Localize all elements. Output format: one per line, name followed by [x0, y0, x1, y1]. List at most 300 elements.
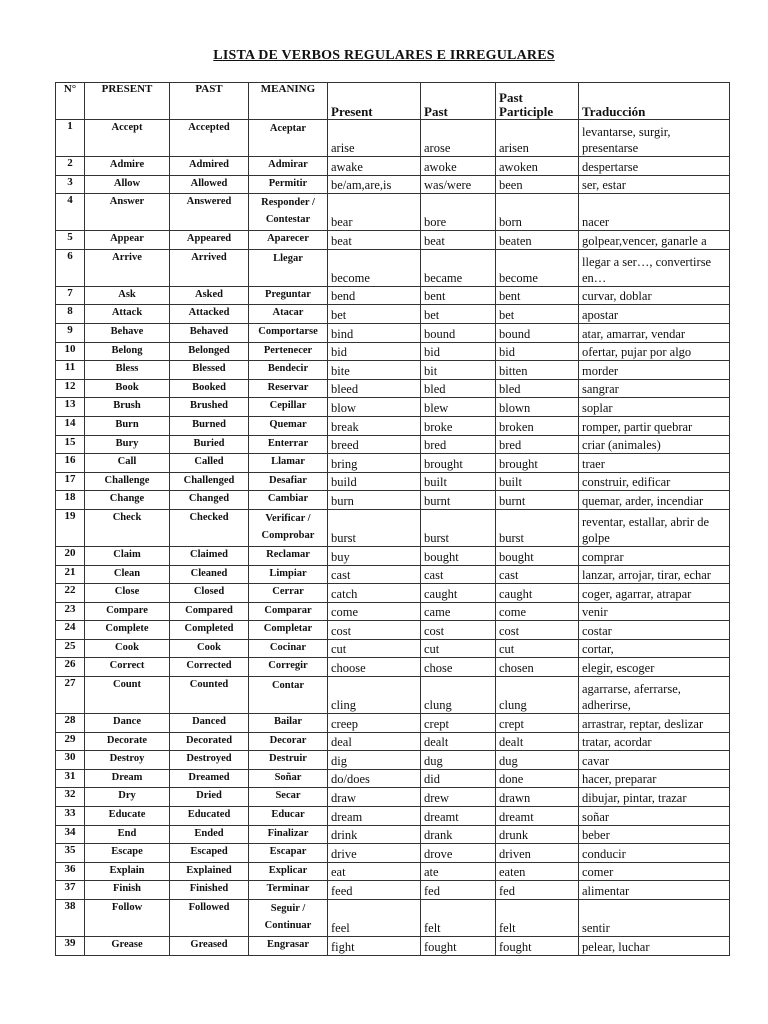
cell-meaning: Bailar	[249, 714, 328, 733]
cell-irregular-past-participle: built	[496, 472, 579, 491]
cell-number: 17	[56, 472, 85, 491]
cell-translation: elegir, escoger	[579, 658, 730, 677]
table-row	[56, 175, 730, 194]
cell-regular-past: Followed	[170, 900, 249, 937]
cell-meaning: Explicar	[249, 862, 328, 881]
cell-irregular-present: bid	[328, 342, 421, 361]
cell-regular-past: Brushed	[170, 398, 249, 417]
table-row	[56, 844, 730, 863]
cell-irregular-present: fight	[328, 937, 421, 956]
cell-regular-present: Attack	[85, 305, 170, 324]
cell-meaning: Responder / Contestar	[249, 194, 328, 231]
cell-irregular-present: bet	[328, 305, 421, 324]
cell-irregular-present: bite	[328, 361, 421, 380]
cell-irregular-past-participle: dreamt	[496, 807, 579, 826]
cell-irregular-present: drink	[328, 825, 421, 844]
cell-meaning: Educar	[249, 807, 328, 826]
cell-irregular-past-participle: burnt	[496, 491, 579, 510]
cell-irregular-past-participle: dug	[496, 751, 579, 770]
table-row	[56, 546, 730, 565]
cell-irregular-past-participle: come	[496, 602, 579, 621]
cell-irregular-past-participle: bent	[496, 286, 579, 305]
cell-translation: criar (animales)	[579, 435, 730, 454]
cell-number: 36	[56, 862, 85, 881]
cell-translation: costar	[579, 621, 730, 640]
cell-irregular-past-participle: cost	[496, 621, 579, 640]
cell-irregular-present: choose	[328, 658, 421, 677]
cell-translation: despertarse	[579, 157, 730, 176]
cell-meaning: Llegar	[249, 249, 328, 286]
cell-number: 35	[56, 844, 85, 863]
table-row	[56, 584, 730, 603]
cell-translation: agarrarse, aferrarse, adherirse,	[579, 677, 730, 714]
cell-irregular-past-participle: eaten	[496, 862, 579, 881]
cell-number: 29	[56, 732, 85, 751]
cell-regular-past: Admired	[170, 157, 249, 176]
cell-irregular-present: cut	[328, 639, 421, 658]
cell-translation: pelear, luchar	[579, 937, 730, 956]
table-row	[56, 379, 730, 398]
cell-irregular-past: drank	[421, 825, 496, 844]
cell-regular-past: Decorated	[170, 732, 249, 751]
cell-irregular-past-participle: crept	[496, 714, 579, 733]
table-row	[56, 751, 730, 770]
cell-meaning: Llamar	[249, 454, 328, 473]
cell-number: 31	[56, 769, 85, 788]
cell-regular-present: Appear	[85, 231, 170, 250]
cell-irregular-present: awake	[328, 157, 421, 176]
table-row	[56, 454, 730, 473]
cell-number: 26	[56, 658, 85, 677]
cell-meaning: Quemar	[249, 416, 328, 435]
cell-translation: conducir	[579, 844, 730, 863]
cell-regular-past: Closed	[170, 584, 249, 603]
cell-irregular-past-participle: dealt	[496, 732, 579, 751]
cell-meaning: Contar	[249, 677, 328, 714]
cell-number: 11	[56, 361, 85, 380]
cell-irregular-past: cut	[421, 639, 496, 658]
cell-number: 32	[56, 788, 85, 807]
cell-regular-present: Bury	[85, 435, 170, 454]
cell-regular-present: Close	[85, 584, 170, 603]
cell-regular-present: Change	[85, 491, 170, 510]
cell-number: 10	[56, 342, 85, 361]
cell-translation: sangrar	[579, 379, 730, 398]
cell-number: 27	[56, 677, 85, 714]
table-row	[56, 509, 730, 546]
cell-regular-past: Dreamed	[170, 769, 249, 788]
cell-irregular-present: do/does	[328, 769, 421, 788]
cell-regular-present: Dance	[85, 714, 170, 733]
cell-meaning: Escapar	[249, 844, 328, 863]
cell-translation: reventar, estallar, abrir de golpe	[579, 509, 730, 546]
cell-irregular-present: burn	[328, 491, 421, 510]
cell-irregular-past: burst	[421, 509, 496, 546]
cell-regular-present: Brush	[85, 398, 170, 417]
cell-irregular-past: bent	[421, 286, 496, 305]
cell-irregular-past: bled	[421, 379, 496, 398]
table-header-row	[56, 83, 730, 120]
cell-irregular-past-participle: bought	[496, 546, 579, 565]
table-row	[56, 361, 730, 380]
cell-irregular-present: catch	[328, 584, 421, 603]
cell-meaning: Aceptar	[249, 120, 328, 157]
table-row	[56, 862, 730, 881]
table-row	[56, 732, 730, 751]
cell-irregular-past-participle: done	[496, 769, 579, 788]
cell-number: 12	[56, 379, 85, 398]
table-row	[56, 937, 730, 956]
cell-meaning: Engrasar	[249, 937, 328, 956]
cell-irregular-past-participle: caught	[496, 584, 579, 603]
cell-regular-past: Checked	[170, 509, 249, 546]
cell-regular-past: Cleaned	[170, 565, 249, 584]
cell-irregular-past-participle: beaten	[496, 231, 579, 250]
cell-translation: quemar, arder, incendiar	[579, 491, 730, 510]
cell-translation: lanzar, arrojar, tirar, echar	[579, 565, 730, 584]
cell-irregular-past-participle: felt	[496, 900, 579, 937]
cell-meaning: Finalizar	[249, 825, 328, 844]
cell-regular-present: Accept	[85, 120, 170, 157]
cell-irregular-past-participle: bitten	[496, 361, 579, 380]
table-row	[56, 286, 730, 305]
cell-irregular-past-participle: brought	[496, 454, 579, 473]
cell-irregular-past: bore	[421, 194, 496, 231]
cell-irregular-present: dream	[328, 807, 421, 826]
cell-irregular-past: beat	[421, 231, 496, 250]
cell-irregular-past-participle: bound	[496, 323, 579, 342]
cell-regular-present: Claim	[85, 546, 170, 565]
cell-irregular-past: fed	[421, 881, 496, 900]
cell-number: 38	[56, 900, 85, 937]
cell-regular-present: Arrive	[85, 249, 170, 286]
table-row	[56, 881, 730, 900]
cell-regular-past: Blessed	[170, 361, 249, 380]
cell-irregular-past-participle: cut	[496, 639, 579, 658]
cell-regular-present: Admire	[85, 157, 170, 176]
cell-meaning: Secar	[249, 788, 328, 807]
table-row	[56, 157, 730, 176]
cell-irregular-past: dug	[421, 751, 496, 770]
cell-number: 15	[56, 435, 85, 454]
table-row	[56, 639, 730, 658]
cell-irregular-past: felt	[421, 900, 496, 937]
cell-regular-past: Cook	[170, 639, 249, 658]
cell-regular-past: Explained	[170, 862, 249, 881]
cell-irregular-present: bend	[328, 286, 421, 305]
cell-irregular-present: bleed	[328, 379, 421, 398]
cell-irregular-present: drive	[328, 844, 421, 863]
cell-number: 19	[56, 509, 85, 546]
cell-regular-past: Danced	[170, 714, 249, 733]
cell-irregular-past: bid	[421, 342, 496, 361]
cell-translation: sentir	[579, 900, 730, 937]
verbs-table	[55, 82, 730, 956]
cell-regular-past: Educated	[170, 807, 249, 826]
cell-regular-present: Clean	[85, 565, 170, 584]
table-row	[56, 807, 730, 826]
cell-meaning: Decorar	[249, 732, 328, 751]
cell-irregular-past: ate	[421, 862, 496, 881]
cell-irregular-past-participle: been	[496, 175, 579, 194]
header-translation: Traducción	[579, 83, 730, 120]
cell-translation: golpear,vencer, ganarle a	[579, 231, 730, 250]
cell-regular-past: Attacked	[170, 305, 249, 324]
cell-regular-past: Behaved	[170, 323, 249, 342]
cell-regular-past: Challenged	[170, 472, 249, 491]
cell-irregular-past-participle: bled	[496, 379, 579, 398]
cell-regular-present: Behave	[85, 323, 170, 342]
cell-irregular-past-participle: bid	[496, 342, 579, 361]
cell-meaning: Atacar	[249, 305, 328, 324]
cell-regular-present: Call	[85, 454, 170, 473]
cell-irregular-past-participle: cast	[496, 565, 579, 584]
cell-irregular-past-participle: blown	[496, 398, 579, 417]
cell-translation: soplar	[579, 398, 730, 417]
cell-meaning: Completar	[249, 621, 328, 640]
cell-irregular-past: drove	[421, 844, 496, 863]
cell-translation: arrastrar, reptar, deslizar	[579, 714, 730, 733]
cell-irregular-past: burnt	[421, 491, 496, 510]
cell-irregular-present: come	[328, 602, 421, 621]
cell-irregular-past: chose	[421, 658, 496, 677]
cell-irregular-present: break	[328, 416, 421, 435]
cell-irregular-past: bit	[421, 361, 496, 380]
cell-irregular-present: feed	[328, 881, 421, 900]
cell-number: 21	[56, 565, 85, 584]
cell-irregular-past-participle: broken	[496, 416, 579, 435]
cell-regular-past: Buried	[170, 435, 249, 454]
cell-translation: traer	[579, 454, 730, 473]
cell-translation: curvar, doblar	[579, 286, 730, 305]
cell-regular-present: Finish	[85, 881, 170, 900]
cell-regular-present: Challenge	[85, 472, 170, 491]
cell-regular-present: Count	[85, 677, 170, 714]
cell-regular-past: Arrived	[170, 249, 249, 286]
table-row	[56, 900, 730, 937]
table-row	[56, 120, 730, 157]
cell-number: 20	[56, 546, 85, 565]
cell-regular-present: Check	[85, 509, 170, 546]
table-row	[56, 472, 730, 491]
cell-translation: soñar	[579, 807, 730, 826]
cell-regular-past: Claimed	[170, 546, 249, 565]
cell-irregular-past: broke	[421, 416, 496, 435]
cell-translation: comer	[579, 862, 730, 881]
cell-regular-present: Dream	[85, 769, 170, 788]
header-past: PAST	[170, 83, 249, 120]
table-row	[56, 788, 730, 807]
table-row	[56, 714, 730, 733]
cell-number: 2	[56, 157, 85, 176]
table-row	[56, 825, 730, 844]
cell-translation: morder	[579, 361, 730, 380]
cell-irregular-present: bind	[328, 323, 421, 342]
cell-regular-past: Compared	[170, 602, 249, 621]
table-row	[56, 249, 730, 286]
table-row	[56, 621, 730, 640]
cell-regular-past: Allowed	[170, 175, 249, 194]
cell-irregular-past-participle: bred	[496, 435, 579, 454]
cell-irregular-past: was/were	[421, 175, 496, 194]
cell-irregular-present: become	[328, 249, 421, 286]
cell-number: 25	[56, 639, 85, 658]
header-irregular-past: Past	[421, 83, 496, 120]
cell-translation: ofertar, pujar por algo	[579, 342, 730, 361]
cell-regular-present: Educate	[85, 807, 170, 826]
cell-number: 6	[56, 249, 85, 286]
cell-regular-past: Booked	[170, 379, 249, 398]
cell-irregular-past: blew	[421, 398, 496, 417]
cell-regular-present: Compare	[85, 602, 170, 621]
cell-irregular-past: became	[421, 249, 496, 286]
cell-number: 16	[56, 454, 85, 473]
cell-meaning: Seguir / Continuar	[249, 900, 328, 937]
cell-translation: construir, edificar	[579, 472, 730, 491]
cell-irregular-past-participle: born	[496, 194, 579, 231]
cell-irregular-past: bought	[421, 546, 496, 565]
cell-number: 3	[56, 175, 85, 194]
cell-regular-present: Belong	[85, 342, 170, 361]
cell-translation: cavar	[579, 751, 730, 770]
cell-irregular-past-participle: fought	[496, 937, 579, 956]
cell-irregular-past: dreamt	[421, 807, 496, 826]
cell-regular-past: Ended	[170, 825, 249, 844]
table-row	[56, 398, 730, 417]
cell-irregular-past: clung	[421, 677, 496, 714]
cell-irregular-past: brought	[421, 454, 496, 473]
cell-regular-past: Counted	[170, 677, 249, 714]
cell-translation: beber	[579, 825, 730, 844]
cell-regular-present: End	[85, 825, 170, 844]
cell-number: 14	[56, 416, 85, 435]
cell-number: 9	[56, 323, 85, 342]
cell-regular-present: Decorate	[85, 732, 170, 751]
cell-number: 33	[56, 807, 85, 826]
cell-irregular-present: burst	[328, 509, 421, 546]
cell-translation: tratar, acordar	[579, 732, 730, 751]
cell-meaning: Admirar	[249, 157, 328, 176]
cell-regular-past: Belonged	[170, 342, 249, 361]
cell-irregular-present: bear	[328, 194, 421, 231]
cell-translation: hacer, preparar	[579, 769, 730, 788]
cell-regular-present: Follow	[85, 900, 170, 937]
table-row	[56, 231, 730, 250]
cell-irregular-present: creep	[328, 714, 421, 733]
cell-meaning: Pertenecer	[249, 342, 328, 361]
cell-irregular-past: bound	[421, 323, 496, 342]
cell-regular-past: Called	[170, 454, 249, 473]
cell-regular-past: Greased	[170, 937, 249, 956]
cell-number: 34	[56, 825, 85, 844]
cell-regular-present: Complete	[85, 621, 170, 640]
cell-translation: cortar,	[579, 639, 730, 658]
cell-meaning: Soñar	[249, 769, 328, 788]
header-irregular-past-participle: Past Participle	[496, 83, 579, 120]
cell-irregular-past: arose	[421, 120, 496, 157]
cell-number: 23	[56, 602, 85, 621]
cell-meaning: Desafiar	[249, 472, 328, 491]
cell-regular-present: Grease	[85, 937, 170, 956]
cell-irregular-present: be/am,are,is	[328, 175, 421, 194]
cell-regular-present: Correct	[85, 658, 170, 677]
cell-meaning: Reclamar	[249, 546, 328, 565]
cell-meaning: Limpiar	[249, 565, 328, 584]
cell-irregular-present: feel	[328, 900, 421, 937]
cell-number: 24	[56, 621, 85, 640]
table-row	[56, 602, 730, 621]
table-row	[56, 323, 730, 342]
cell-regular-present: Answer	[85, 194, 170, 231]
cell-translation: coger, agarrar, atrapar	[579, 584, 730, 603]
cell-irregular-past-participle: clung	[496, 677, 579, 714]
cell-regular-present: Allow	[85, 175, 170, 194]
table-row	[56, 342, 730, 361]
cell-number: 22	[56, 584, 85, 603]
cell-number: 7	[56, 286, 85, 305]
cell-translation: venir	[579, 602, 730, 621]
cell-number: 37	[56, 881, 85, 900]
cell-irregular-present: breed	[328, 435, 421, 454]
header-number: N°	[56, 83, 85, 120]
cell-number: 39	[56, 937, 85, 956]
verbs-table-body	[56, 120, 730, 956]
cell-irregular-past: did	[421, 769, 496, 788]
header-meaning: MEANING	[249, 83, 328, 120]
cell-irregular-present: build	[328, 472, 421, 491]
cell-meaning: Cepillar	[249, 398, 328, 417]
cell-irregular-present: cast	[328, 565, 421, 584]
cell-translation: comprar	[579, 546, 730, 565]
cell-translation: alimentar	[579, 881, 730, 900]
cell-irregular-past-participle: drawn	[496, 788, 579, 807]
cell-regular-present: Burn	[85, 416, 170, 435]
cell-irregular-past-participle: drunk	[496, 825, 579, 844]
cell-regular-past: Destroyed	[170, 751, 249, 770]
cell-meaning: Aparecer	[249, 231, 328, 250]
cell-irregular-past: bet	[421, 305, 496, 324]
cell-meaning: Cerrar	[249, 584, 328, 603]
cell-irregular-present: eat	[328, 862, 421, 881]
cell-irregular-present: blow	[328, 398, 421, 417]
cell-translation: apostar	[579, 305, 730, 324]
cell-regular-present: Dry	[85, 788, 170, 807]
cell-regular-past: Escaped	[170, 844, 249, 863]
table-row	[56, 416, 730, 435]
cell-meaning: Bendecir	[249, 361, 328, 380]
cell-regular-past: Answered	[170, 194, 249, 231]
cell-meaning: Preguntar	[249, 286, 328, 305]
cell-number: 30	[56, 751, 85, 770]
cell-regular-present: Book	[85, 379, 170, 398]
cell-irregular-past-participle: burst	[496, 509, 579, 546]
cell-irregular-past: drew	[421, 788, 496, 807]
cell-irregular-present: cling	[328, 677, 421, 714]
cell-irregular-past-participle: bet	[496, 305, 579, 324]
cell-irregular-past: crept	[421, 714, 496, 733]
cell-translation: romper, partir quebrar	[579, 416, 730, 435]
table-row	[56, 305, 730, 324]
cell-number: 28	[56, 714, 85, 733]
cell-irregular-present: arise	[328, 120, 421, 157]
cell-regular-past: Burned	[170, 416, 249, 435]
cell-regular-present: Ask	[85, 286, 170, 305]
cell-meaning: Terminar	[249, 881, 328, 900]
cell-number: 1	[56, 120, 85, 157]
cell-regular-past: Appeared	[170, 231, 249, 250]
table-row	[56, 194, 730, 231]
cell-number: 4	[56, 194, 85, 231]
